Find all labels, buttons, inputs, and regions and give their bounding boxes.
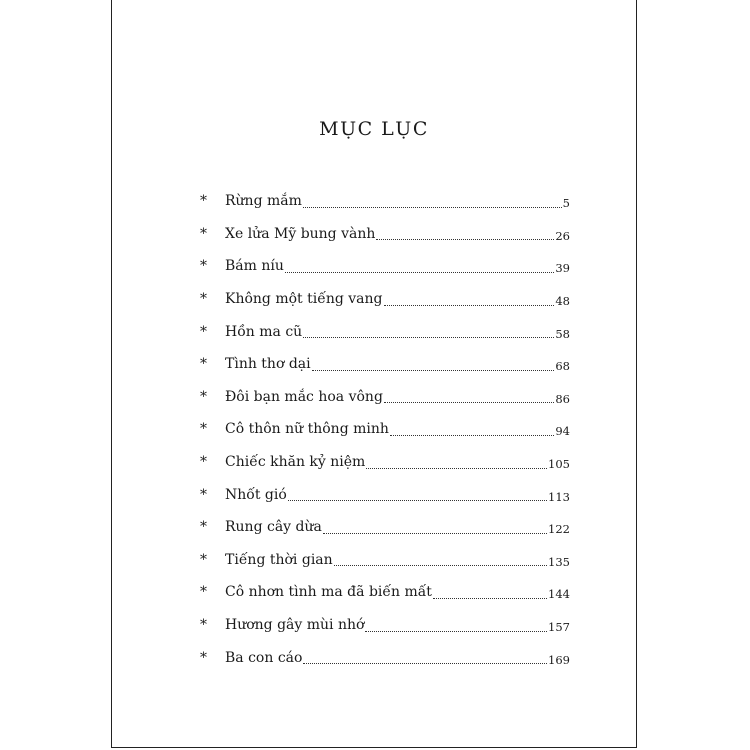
toc-page-number: 105 — [548, 457, 570, 472]
toc-entry-title: Nhốt gió — [225, 486, 287, 503]
toc-entry-title: Tình thơ dại — [225, 356, 311, 373]
toc-entry — [200, 283, 570, 316]
toc-bullet: * — [200, 584, 207, 601]
toc-page-number: 26 — [555, 228, 570, 243]
dot-leader — [285, 272, 554, 273]
toc-entry — [200, 381, 570, 414]
toc-page-number: 135 — [548, 554, 570, 569]
page-title: MỤC LỤC — [319, 118, 429, 140]
toc-bullet: * — [200, 356, 207, 373]
toc-bullet: * — [200, 323, 207, 340]
toc-bullet: * — [200, 193, 207, 210]
toc-entry-title: Xe lửa Mỹ bung vành — [225, 225, 376, 242]
toc-bullet: * — [200, 421, 207, 438]
toc-entry — [200, 185, 570, 218]
dot-leader — [390, 435, 554, 436]
toc-entry-title: Rung cây dừa — [225, 519, 322, 536]
toc-page-number: 157 — [548, 620, 570, 635]
dot-leader — [303, 207, 562, 208]
toc-bullet: * — [200, 454, 207, 471]
toc-entry-title: Tiếng thời gian — [225, 551, 333, 568]
dot-leader — [323, 533, 547, 534]
toc-bullet: * — [200, 291, 207, 308]
toc-page-number: 48 — [555, 294, 570, 309]
toc-page-number: 86 — [555, 391, 570, 406]
toc-page-number: 5 — [562, 196, 570, 211]
toc-entry-title: Hồn ma cũ — [225, 323, 303, 340]
toc-entry — [200, 478, 570, 511]
dot-leader — [312, 370, 555, 371]
toc-bullet: * — [200, 617, 207, 634]
table-of-contents — [200, 185, 570, 674]
toc-bullet: * — [200, 225, 207, 242]
toc-entry-title: Cô nhơn tình ma đã biến mất — [225, 584, 432, 601]
dot-leader — [288, 500, 547, 501]
toc-bullet: * — [200, 486, 207, 503]
toc-page-number: 68 — [555, 359, 570, 374]
toc-bullet: * — [200, 649, 207, 666]
toc-bullet: * — [200, 258, 207, 275]
toc-bullet: * — [200, 519, 207, 536]
dot-leader — [384, 402, 554, 403]
book-page — [111, 0, 637, 748]
toc-entry — [200, 413, 570, 446]
toc-page-number: 94 — [555, 424, 570, 439]
toc-entry-title: Không một tiếng vang — [225, 291, 383, 308]
toc-entry-title: Hương gây mùi nhớ — [225, 617, 365, 634]
toc-entry-title: Bám níu — [225, 258, 284, 275]
toc-page-number: 122 — [548, 522, 570, 537]
toc-entry-title: Chiếc khăn kỷ niệm — [225, 454, 366, 471]
toc-page-number: 169 — [548, 652, 570, 667]
toc-entry-title: Cô thôn nữ thông minh — [225, 421, 389, 438]
dot-leader — [303, 337, 554, 338]
toc-bullet: * — [200, 551, 207, 568]
toc-entry-title: Ba con cáo — [225, 649, 303, 666]
toc-bullet: * — [200, 388, 207, 405]
dot-leader — [433, 598, 547, 599]
toc-entry — [200, 576, 570, 609]
toc-entry — [200, 446, 570, 479]
toc-page-number: 113 — [548, 489, 570, 504]
toc-entry — [200, 609, 570, 642]
dot-leader — [303, 663, 547, 664]
toc-entry — [200, 641, 570, 674]
dot-leader — [365, 631, 547, 632]
toc-page-number: 58 — [555, 326, 570, 341]
toc-entry-title: Rừng mắm — [225, 193, 302, 210]
dot-leader — [384, 305, 555, 306]
toc-entry — [200, 348, 570, 381]
toc-entry — [200, 315, 570, 348]
toc-entry-title: Đôi bạn mắc hoa vông — [225, 388, 383, 405]
dot-leader — [334, 565, 547, 566]
dot-leader — [376, 239, 554, 240]
dot-leader — [366, 468, 547, 469]
toc-entry — [200, 511, 570, 544]
toc-entry — [200, 544, 570, 577]
toc-page-number: 39 — [555, 261, 570, 276]
toc-entry — [200, 218, 570, 251]
toc-entry — [200, 250, 570, 283]
toc-page-number: 144 — [548, 587, 570, 602]
